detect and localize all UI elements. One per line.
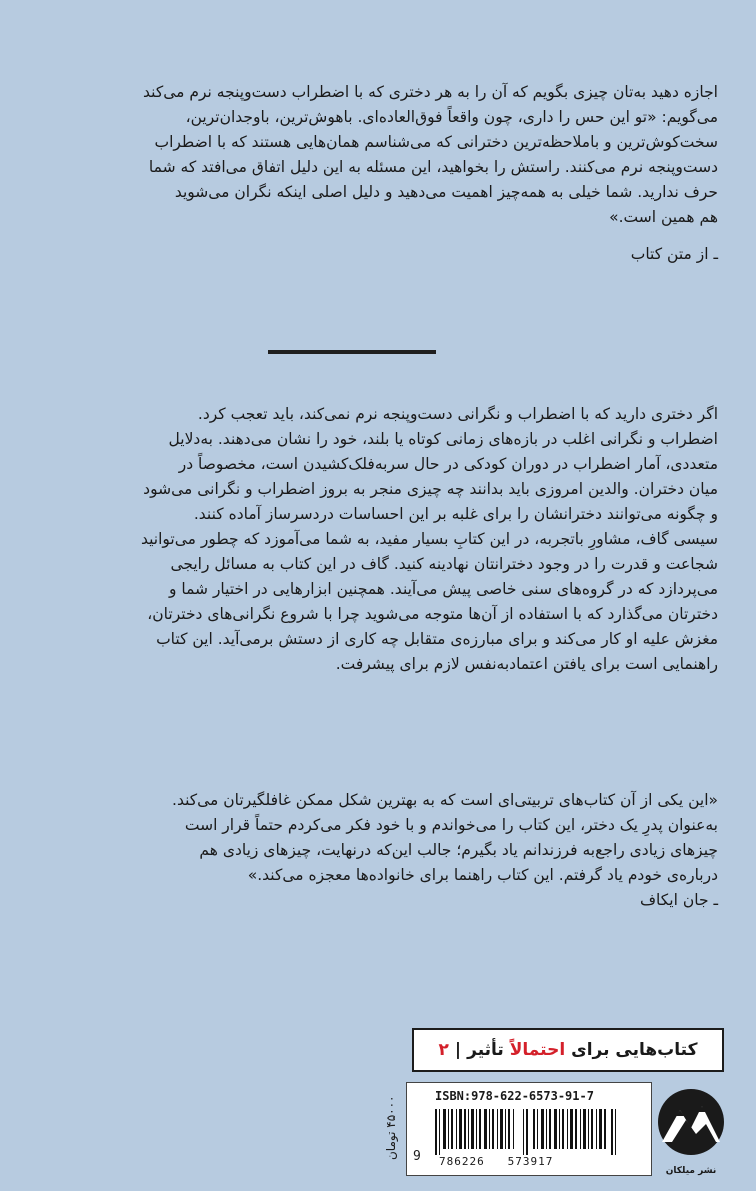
quote-attribution: ـ جان ایکاف xyxy=(639,891,718,909)
ean-lead-digit: 9 xyxy=(413,1149,422,1164)
description-line: اضطراب و نگرانی اغلب در بازه‌های زمانی کوتاه یا بلند، خود را نشان می‌دهند. به‌دلایل xyxy=(168,430,718,448)
publisher-name: نشر میلکان xyxy=(665,1166,717,1176)
price-label: ۴۵۰۰۰ تومان xyxy=(384,1095,398,1161)
series-label xyxy=(412,1028,724,1072)
series-accent: احتمالاً xyxy=(509,1040,566,1060)
description-line: سیسی گاف، مشاورِ باتجربه، در این کتابِ بسیار مفید، به شما می‌آموزد که چطور می‌توانید xyxy=(140,530,718,548)
isbn-text: ISBN:978-622-6573-91-7 xyxy=(435,1089,594,1103)
quote-line: دست‌وپنجه نرم می‌کنند. راستش را بخواهید، این مسئله به این دلیل اتفاق می‌افتد که شما xyxy=(148,158,718,176)
book-description xyxy=(68,402,718,677)
quote-line: چیزهای زیادی راجع‌به فرزندانم یاد بگیرم؛ جالب این‌که درنهایت، چیزهای زیادی هم xyxy=(199,841,718,859)
quote-line: هم همین است.» xyxy=(609,208,718,226)
description-line: متعددی، آمار اضطراب در دوران کودکی در حال سربه‌فلک‌کشیدن است، مخصوصاً در xyxy=(178,455,718,473)
series-number: ۲ xyxy=(438,1040,449,1060)
description-line: اگر دختری دارید که با اضطراب و نگرانی دست‌وپنجه نرم نمی‌کند، باید تعجب کرد. xyxy=(197,405,718,423)
quote-line: اجازه دهید به‌تان چیزی بگویم که آن را به هر دختری که با اضطراب دست‌وپنجه نرم می‌کند xyxy=(143,83,718,101)
description-line: شجاعت و قدرت را در وجود دخترانتان نهادینه کنید. گاف در این کتاب به مسائل رایجی xyxy=(170,555,718,573)
section-divider xyxy=(268,350,436,354)
description-line: و چگونه می‌توانند دخترانشان را برای غلبه بر این احساسات دردسرساز آماده کنند. xyxy=(193,505,718,523)
barcode-bars-icon xyxy=(435,1109,625,1155)
ean-digits xyxy=(413,1149,554,1168)
description-line: مغزش علیه او کار می‌کند و برای مبارزه‌ی متقابل چه کاری از دستش برمی‌آید. این کتاب xyxy=(156,630,718,648)
quote-line: به‌عنوان پدرِ یک دختر، این کتاب را می‌خواندم و با خود فکر می‌کردم حتماً قرار است xyxy=(184,816,718,834)
description-line: میان دختران. والدین امروزی باید بدانند چه چیزی منجر به بروز اضطراب و نگرانی می‌شود xyxy=(143,480,718,498)
quote-line: می‌گویم: «تو این حس را داری، چون واقعاً فوق‌العاده‌ای. باهوش‌ترین، باوجدان‌ترین، xyxy=(185,108,718,126)
barcode xyxy=(406,1082,652,1176)
series-separator: | xyxy=(454,1040,462,1060)
series-prefix: کتاب‌هایی برای xyxy=(571,1040,698,1060)
quote-line: حرف ندارید. شما خیلی به همه‌چیز اهمیت می‌دهید و دلیل اصلی اینکه نگران می‌شوید xyxy=(174,183,718,201)
series-suffix: تأثیر xyxy=(467,1040,504,1060)
quote-line: «این یکی از آن کتاب‌های تربیتی‌ای است که به بهترین شکل ممکن غافلگیرتان می‌کند. xyxy=(172,791,718,809)
publisher-mountain-logo-icon xyxy=(656,1080,726,1178)
description-line: دخترتان می‌گذارد که با استفاده از آن‌ها متوجه می‌شوید چرا با شروع نگرانی‌های دخترتان، xyxy=(147,605,718,623)
quote-line: سخت‌کوش‌ترین و باملاحظه‌ترین دخترانی که می‌شناسم همان‌هایی هستند که با اضطراب xyxy=(154,133,718,151)
description-line: راهنمایی است برای یافتن اعتمادبه‌نفس لازم برای پیشرفت. xyxy=(335,655,718,673)
quote-line: درباره‌ی خودم یاد گرفتم. این کتاب راهنما برای خانواده‌ها معجزه می‌کند.» xyxy=(247,866,718,884)
description-line: می‌پردازد که در گروه‌های سنی خاصی پیش می‌آیند. همچنین ابزارهایی در اختیار شما و xyxy=(168,580,718,598)
ean-number: 786226 573917 xyxy=(439,1155,554,1168)
quote-attribution: ـ از متن کتاب xyxy=(630,245,718,263)
endorsement-quote xyxy=(68,788,718,913)
opening-quote xyxy=(68,80,718,267)
